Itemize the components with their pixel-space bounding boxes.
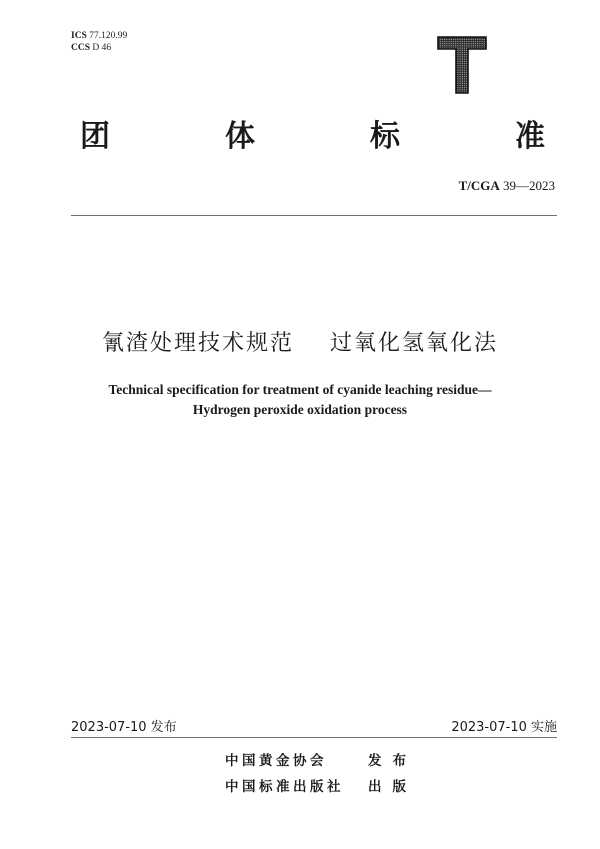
- t-emblem-logo: [437, 36, 487, 94]
- publisher-org: 中国黄金协会: [225, 753, 327, 769]
- chinese-title: 氰渣处理技术规范 过氧化氢氧化法: [102, 331, 498, 356]
- footer-divider: [71, 737, 557, 738]
- standard-number-prefix: T/CGA: [458, 178, 500, 193]
- english-title-line-2: Hydrogen peroxide oxidation process: [192, 402, 408, 417]
- ccs-value: D 46: [92, 43, 112, 53]
- standard-type-char: 标: [370, 119, 400, 154]
- standard-type-char: 团: [80, 119, 110, 154]
- publisher-row: [225, 748, 445, 774]
- ccs-label: CCS: [71, 43, 91, 53]
- ics-value: 77.120.99: [89, 31, 128, 41]
- publisher-action: 发布: [368, 753, 417, 769]
- publisher-block: [225, 748, 445, 800]
- standard-type-heading: [80, 117, 550, 161]
- standard-number: [459, 178, 555, 194]
- english-title: [0, 380, 600, 420]
- publisher-action: 出版: [368, 779, 417, 795]
- standard-type-char: 准: [515, 119, 545, 154]
- ics-code: [71, 30, 127, 42]
- publisher-row: [225, 774, 445, 800]
- standard-number-value: 39—2023: [503, 178, 555, 193]
- publisher-org: 中国标准出版社: [225, 779, 344, 795]
- ccs-code: [71, 42, 127, 54]
- issue-date: 2023-07-10 发布: [71, 720, 177, 735]
- header-divider: [71, 215, 557, 216]
- standard-type-char: 体: [225, 119, 255, 154]
- ics-label: ICS: [71, 31, 87, 41]
- implementation-date: 2023-07-10 实施: [451, 720, 557, 735]
- classification-codes: [71, 30, 127, 54]
- english-title-line-1: Technical specification for treatment of cyanide leaching residue—: [108, 382, 492, 397]
